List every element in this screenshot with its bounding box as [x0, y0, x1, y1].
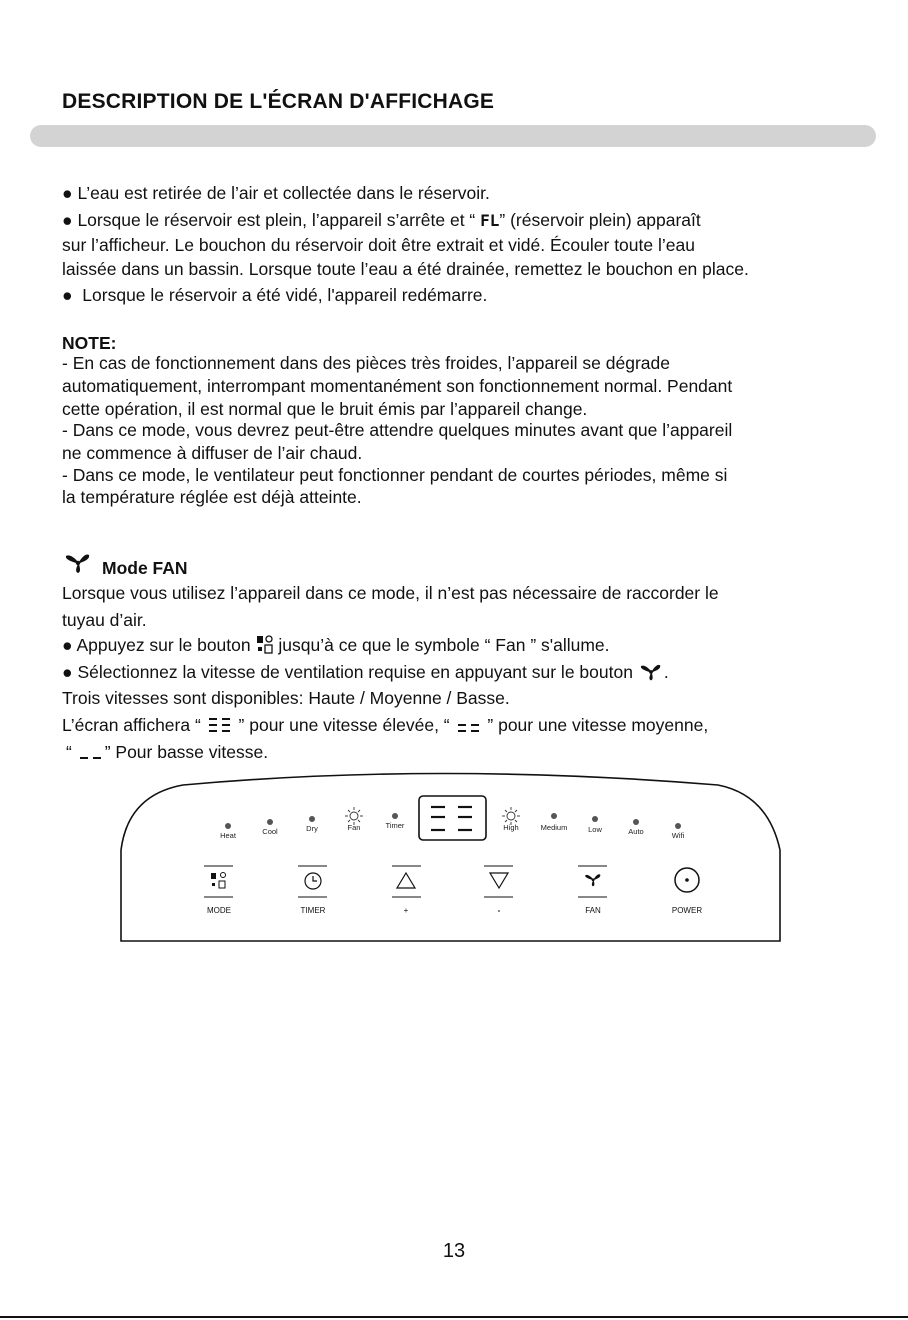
bullet-dot: ● — [62, 662, 78, 682]
mode-icon — [211, 873, 226, 889]
intro-bullet-3: ● Lorsque le réservoir a été vidé, l'appareil redémarre. — [62, 285, 488, 305]
note-line: ne commence à diffuser de l’air chaud. — [62, 443, 363, 463]
fan-button-icon — [638, 662, 664, 682]
fan-mode-line: Trois vitesses sont disponibles: Haute / Moyenne / Basse. — [62, 688, 510, 708]
fan-mode-line-6: L’écran affichera “ ” pour une vitesse élevée, “ ” pour une vitesse moyenne, — [62, 715, 709, 735]
indicator-label-wifi: Wifi — [671, 831, 685, 840]
high-speed-symbol — [206, 715, 234, 735]
note-line: - Dans ce mode, le ventilateur peut fonctionner pendant de courtes périodes, même si — [62, 465, 728, 485]
note-line: - Dans ce mode, vous devrez peut-être attendre quelques minutes avant que l’appareil — [62, 420, 733, 440]
indicator-label-low: Low — [588, 825, 602, 834]
indicator-label-timer: Timer — [385, 821, 405, 830]
indicator-label-fan: Fan — [347, 823, 361, 832]
button-label-plus: + — [403, 906, 409, 915]
fan-icon — [64, 551, 92, 575]
title-divider-bar — [30, 125, 876, 147]
up-triangle-icon — [397, 873, 415, 888]
fan-mode-heading: Mode FAN — [102, 558, 188, 578]
fan-mode-bullet-1: ● Appuyez sur le bouton jusqu’à ce que le symbole “ Fan ” s'allume. — [62, 635, 610, 655]
medium-speed-symbol — [455, 715, 483, 735]
indicator-label-auto: Auto — [628, 827, 644, 836]
low-speed-symbol — [77, 742, 105, 762]
page-title: DESCRIPTION DE L'ÉCRAN D'AFFICHAGE — [62, 90, 495, 113]
intro-line-d: laissée dans un bassin. Lorsque toute l’eau a été drainée, remettez le bouchon en place. — [62, 259, 749, 279]
note-line: la température réglée est déjà atteinte. — [62, 487, 362, 507]
footer-rule — [0, 1316, 908, 1318]
button-label-timer: TIMER — [300, 906, 326, 915]
bullet-dot: ● — [62, 285, 83, 305]
power-icon — [675, 868, 699, 892]
indicator-label-heat: Heat — [220, 831, 236, 840]
note-line: cette opération, il est normal que le bruit émis par l’appareil change. — [62, 399, 588, 419]
fan-icon — [585, 874, 600, 886]
note-heading: NOTE: — [62, 333, 117, 353]
mode-button-icon — [256, 635, 274, 655]
segment-display — [419, 796, 486, 840]
intro-line-c: sur l’afficheur. Le bouchon du réservoir doit être extrait et vidé. Écouler toute l’eau — [62, 235, 695, 255]
indicator-label-medium: Medium — [540, 823, 568, 832]
intro-bullet-2: ● Lorsque le réservoir est plein, l’appareil s’arrête et “ FL” (réservoir plein) apparaît — [62, 210, 701, 230]
button-label-minus: - — [497, 906, 501, 915]
fan-mode-line-7: “ ” Pour basse vitesse. — [66, 742, 269, 762]
intro-bullet-1: ● L’eau est retirée de l’air et collectée dans le réservoir. — [62, 183, 490, 203]
page-number: 13 — [442, 1240, 466, 1262]
fan-mode-line: tuyau d’air. — [62, 610, 147, 630]
control-panel-illustration — [118, 770, 788, 946]
button-label-mode: MODE — [207, 906, 231, 915]
fan-mode-line: Lorsque vous utilisez l’appareil dans ce mode, il n’est pas nécessaire de raccorder le — [62, 583, 719, 603]
note-line: - En cas de fonctionnement dans des pièces très froides, l’appareil se dégrade — [62, 353, 670, 373]
bullet-dot: ● — [62, 210, 78, 230]
indicator-label-high: High — [503, 823, 519, 832]
down-triangle-icon — [490, 873, 508, 888]
fan-mode-bullet-2: ● Sélectionnez la vitesse de ventilation requise en appuyant sur le bouton . — [62, 662, 669, 682]
bullet-dot: ● — [62, 183, 78, 203]
indicator-label-cool: Cool — [262, 827, 278, 836]
note-line: automatiquement, interrompant momentanément son fonctionnement normal. Pendant — [62, 376, 733, 396]
indicator-label-dry: Dry — [306, 824, 318, 833]
button-label-fan: FAN — [585, 906, 601, 915]
bullet-dot: ● — [62, 635, 77, 655]
display-digits — [431, 807, 472, 830]
clock-icon — [305, 873, 321, 889]
tank-full-symbol: FL — [480, 211, 500, 230]
button-label-power: POWER — [671, 906, 703, 915]
